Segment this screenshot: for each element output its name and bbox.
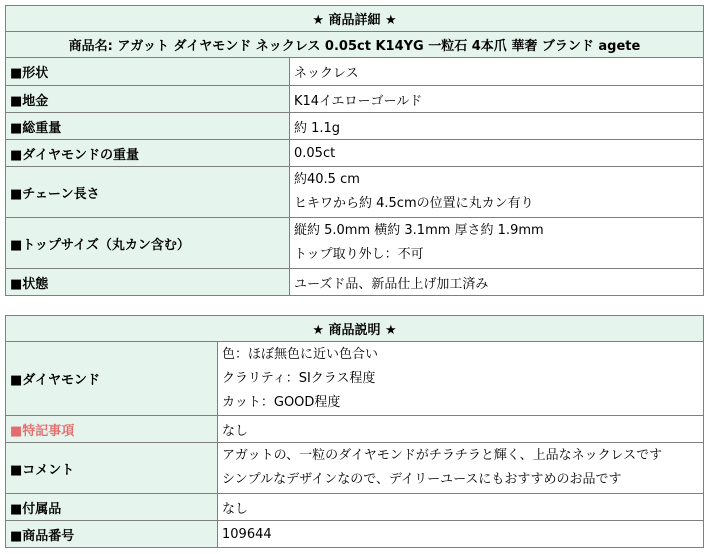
total-weight-value: 約 1.1g — [290, 113, 704, 140]
product-name: 商品名: アガット ダイヤモンド ネックレス 0.05ct K14YG 一粒石 4本爪 華奢 ブランド agete — [6, 32, 704, 58]
diamond-value — [218, 342, 704, 416]
comment-line: アガットの、一粒のダイヤモンドがチラチラと輝く、上品なネックレスです — [222, 448, 663, 463]
product-description-table — [5, 315, 704, 548]
special-notes-label: ■特記事項 — [6, 416, 218, 443]
item-number-label: ■商品番号 — [6, 521, 218, 548]
shape-label: ■形状 — [6, 58, 290, 86]
comment-value — [218, 443, 704, 494]
top-size-value — [290, 218, 704, 269]
shape-value: ネックレス — [290, 58, 704, 86]
accessories-value: なし — [218, 494, 704, 521]
comment-label: ■コメント — [6, 443, 218, 494]
comment-line: シンプルなデザインなので、デイリーユースにもおすすめのお品です — [222, 472, 622, 487]
item-number-value: 109644 — [218, 521, 704, 548]
details-header: ★ 商品詳細 ★ — [6, 6, 704, 32]
chain-length-value — [290, 167, 704, 218]
top-size-line: トップ取り外し：不可 — [294, 247, 424, 262]
condition-value: ユーズド品、新品仕上げ加工済み — [290, 269, 704, 296]
diamond-weight-label: ■ダイヤモンドの重量 — [6, 140, 290, 167]
chain-length-line: 約40.5 cm — [294, 172, 360, 187]
diamond-weight-value: 0.05ct — [290, 140, 704, 167]
chain-length-line: ヒキワから約 4.5cmの位置に丸カン有り — [294, 196, 534, 211]
product-details-table — [5, 5, 704, 296]
metal-label: ■地金 — [6, 86, 290, 113]
accessories-label: ■付属品 — [6, 494, 218, 521]
diamond-line: クラリティ：SIクラス程度 — [222, 370, 376, 386]
diamond-line: カット：GOOD程度 — [222, 394, 341, 410]
chain-length-label: ■チェーン長さ — [6, 167, 290, 218]
top-size-label: ■トップサイズ（丸カン含む） — [6, 218, 290, 269]
diamond-line: 色：ほぼ無色に近い色合い — [222, 346, 379, 362]
special-notes-value: なし — [218, 416, 704, 443]
top-size-line: 縦約 5.0mm 横約 3.1mm 厚さ約 1.9mm — [294, 223, 544, 238]
condition-label: ■状態 — [6, 269, 290, 296]
total-weight-label: ■総重量 — [6, 113, 290, 140]
metal-value: K14イエローゴールド — [290, 86, 704, 113]
description-header: ★ 商品説明 ★ — [6, 316, 704, 342]
diamond-label: ■ダイヤモンド — [6, 342, 218, 416]
